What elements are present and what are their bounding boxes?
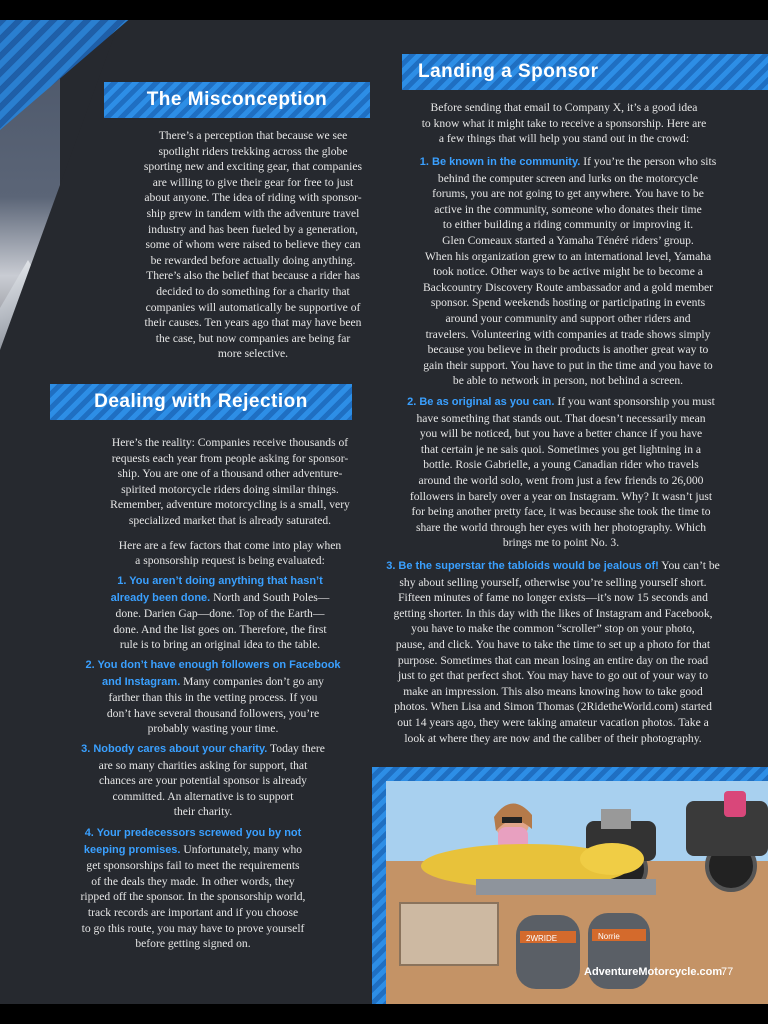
text-line: to go this route, you may have to prove yourself <box>81 921 305 935</box>
text-line: industry and has been fueled by a generation, <box>148 222 358 236</box>
text-line: the case, but now companies are being far <box>155 331 351 345</box>
spacer <box>80 529 380 538</box>
text-line: done. Darien Gap—done. Top of the Earth— <box>115 607 325 621</box>
text-line: that certain je ne sais quoi. Sometimes you get lightning in a <box>420 442 702 456</box>
heading-misconception: The Misconception <box>104 82 370 118</box>
text-line: ship. You are one of a thousand other adventure- <box>117 467 343 481</box>
text-run: Many companies don’t go any <box>180 674 324 688</box>
text-line: spotlight riders trekking across the globe <box>158 144 348 158</box>
text-run: Unfortunately, many who <box>180 842 303 856</box>
text-line <box>398 154 738 171</box>
text-line: to know what it might take to receive a sponsorship. Here are <box>421 116 707 130</box>
text-line: get sponsorships fail to meet the requirements <box>86 859 300 873</box>
text-run: If you want sponsorship you must <box>554 395 715 408</box>
text-line: their charity. <box>173 805 233 819</box>
text-line: sponsor. Spend weekends hosting or participating in events <box>430 296 706 310</box>
text-line: a sponsorship request is being evaluated: <box>135 554 325 568</box>
text-line: When his organization grew to an international level, Yamaha <box>424 249 712 263</box>
text-line: out 14 years ago, they were taking amateur vacation photos. Take a <box>397 715 709 729</box>
text-line: purpose. Sometimes that can mean losing an entire day on the road <box>397 653 709 667</box>
text-line: are so many charities asking for support, that <box>98 758 308 772</box>
text-line: gain their support. You have to put in the time and you have to <box>423 358 713 372</box>
text-line: share the world through her eyes with her photography. Which <box>415 520 707 534</box>
text-line: you will be noticed, but you have a better chance if you have <box>419 427 703 441</box>
text-line: brings me to point No. 3. <box>502 536 620 550</box>
text-line <box>52 825 334 842</box>
heading-rejection: Dealing with Rejection <box>50 384 352 420</box>
text-line: are willing to give their gear for free to just <box>152 175 354 189</box>
text-line: There’s a perception that because we see <box>158 129 348 142</box>
text-line <box>72 674 354 691</box>
text-line: specialized market that is already saturated. <box>128 513 332 527</box>
landing-intro <box>404 100 724 147</box>
text-line <box>52 842 334 859</box>
text-line: requests each year from people asking for sponsor- <box>111 451 349 465</box>
text-line: done. And the list goes on. Therefore, the first <box>113 622 327 636</box>
text-line <box>72 657 354 674</box>
text-line: of the deals they made. In other words, they <box>91 874 295 888</box>
text-line: bottle. Rosie Gabrielle, a young Canadian rider who travels <box>423 458 699 472</box>
sandal-left <box>516 915 580 989</box>
text-line: track records are important and if you choose <box>87 905 299 919</box>
text-line: photos. When Lisa and Simon Thomas (2RidetheWorld.com) started <box>394 700 712 714</box>
top-black-bar <box>0 0 768 20</box>
text-line: more selective. <box>217 347 289 361</box>
text-line: be able to network in person, not behind a screen. <box>452 374 684 388</box>
text-line: active in the community, someone who donates their time <box>434 202 702 216</box>
footer-site: AdventureMotorcycle.com <box>584 966 723 978</box>
text-line: companies will automatically be supportive of <box>145 300 361 314</box>
item-heading: 1. Be known in the community. <box>419 156 581 168</box>
text-line: forums, you are not going to get anywhere. You have to be <box>432 187 704 201</box>
text-line: look at where they are now and the caliber of their photography. <box>404 731 702 745</box>
sandal-brand-left: 2WRIDE <box>526 934 558 943</box>
right-item-3 <box>372 558 734 746</box>
text-line: There’s also the belief that because a rider has <box>146 269 360 283</box>
item-heading: and Instagram. <box>102 675 181 688</box>
rock <box>400 903 498 965</box>
text-run: North and South Poles— <box>210 590 330 604</box>
right-item-2 <box>386 394 736 551</box>
sleeping-pad <box>476 879 656 895</box>
text-line: you have to make the common “scroller” stop on your photo, <box>411 622 695 636</box>
text-line: travelers. Volunteering with companies at trade shows simply <box>425 327 711 341</box>
person <box>494 803 532 851</box>
text-line: some of whom were raised to believe they can <box>145 238 361 252</box>
text-line: ship grew in tandem with the adventure travel <box>146 206 360 220</box>
text-line <box>86 590 354 607</box>
text-line: farther than this in the vetting process. If you <box>108 691 318 705</box>
text-line: don’t have several thousand followers, you’re <box>106 706 320 720</box>
heading-landing: Landing a Sponsor <box>402 54 768 90</box>
misconception-text <box>108 128 398 362</box>
sleeping-bag-end <box>580 843 644 875</box>
text-line: shy about selling yourself, otherwise you’re selling yourself short. <box>399 575 707 589</box>
text-line: behind the computer screen and lurks on the motorcycle <box>437 171 699 185</box>
text-run: Today there <box>267 742 325 755</box>
text-line: followers in barely over a year on Instagram. Why? It wasn’t just <box>409 489 713 503</box>
text-line: getting shorter. In this day with the likes of Instagram and Facebook, <box>393 606 713 620</box>
bottom-black-bar <box>0 1004 768 1024</box>
left-item-4 <box>52 825 334 952</box>
text-line: Backcountry Discovery Route ambassador and a gold member <box>422 280 714 294</box>
text-line: have something that stands out. That doesn’t necessarily mean <box>416 411 706 425</box>
text-line: Before sending that email to Company X, it’s a good idea <box>430 101 698 114</box>
right-item-1 <box>398 154 738 389</box>
item-heading: 3. Be the superstar the tabloids would be jealous of! <box>386 560 659 572</box>
text-line <box>86 573 354 590</box>
item-heading: 1. You aren’t doing anything that hasn’t <box>117 575 323 587</box>
item-heading: already been done. <box>110 591 211 604</box>
text-line: to either building a riding community or improving it. <box>442 218 694 232</box>
text-line: for being another pretty face, it was because she took the time to <box>411 505 711 519</box>
page-number: 77 <box>721 966 734 978</box>
text-line: spirited motorcycle riders doing similar things. <box>121 482 339 496</box>
left-item-2 <box>72 657 354 737</box>
text-line: make an impression. This also means knowing how to take good <box>403 684 703 698</box>
text-line <box>386 394 736 411</box>
text-line: a few things that will help you stand out in the crowd: <box>438 132 690 146</box>
text-line: just to get that perfect shot. You may have to go out of your way to <box>397 669 709 683</box>
text-line: around the world solo, went from just a few friends to 26,000 <box>418 473 704 487</box>
text-line: pause, and click. You have to take the time to set up a photo for that <box>395 637 711 651</box>
text-line: their causes. Ten years ago that may have been <box>144 316 362 330</box>
text-line: ripped off the sponsor. In the sponsorship world, <box>80 890 306 904</box>
text-line: because you believe in their products is another great way to <box>427 343 709 357</box>
text-line: Here are a few factors that come into play when <box>118 538 342 552</box>
text-line <box>62 741 344 758</box>
text-line: decided to do something for a charity that <box>156 284 350 298</box>
left-item-3 <box>62 741 344 820</box>
text-line: be rewarded before actually doing anything. <box>150 253 356 267</box>
text-line <box>372 558 734 575</box>
text-line: probably wasting your time. <box>147 722 279 736</box>
text-line: committed. An alternative is to support <box>112 789 294 803</box>
item-heading: keeping promises. <box>83 843 181 856</box>
text-line: Remember, adventure motorcycling is a small, very <box>110 498 350 512</box>
magazine-page <box>0 20 768 1004</box>
item-heading: 3. Nobody cares about your charity. <box>81 743 268 755</box>
text-line: about anyone. The idea of riding with sponsor- <box>144 191 362 205</box>
text-line: Glen Comeaux started a Yamaha Ténéré riders’ group. <box>442 233 694 247</box>
item-heading: 2. Be as original as you can. <box>407 396 555 408</box>
text-line: sporting new and exciting gear, that companies <box>143 160 363 174</box>
left-item-1 <box>86 573 354 653</box>
text-line: chances are your potential sponsor is already <box>99 774 307 788</box>
text-line: Fifteen minutes of fame no longer exists—it’s now 15 seconds and <box>398 591 708 605</box>
text-line: took notice. Other ways to be active might be to become a <box>433 265 703 279</box>
text-run: You can’t be <box>658 559 720 572</box>
rejection-text <box>80 435 380 569</box>
text-line: Here’s the reality: Companies receive thousands of <box>111 436 349 449</box>
text-line: rule is to bring an original idea to the table. <box>119 638 321 652</box>
text-run: If you’re the person who sits <box>580 155 717 168</box>
sandal-brand-right: Norrie <box>598 932 620 941</box>
text-line: before getting signed on. <box>135 937 251 951</box>
text-line: around your community and support other riders and <box>445 311 691 325</box>
item-heading: 2. You don’t have enough followers on Facebook <box>85 659 341 671</box>
item-heading: 4. Your predecessors screwed you by not <box>84 827 302 839</box>
